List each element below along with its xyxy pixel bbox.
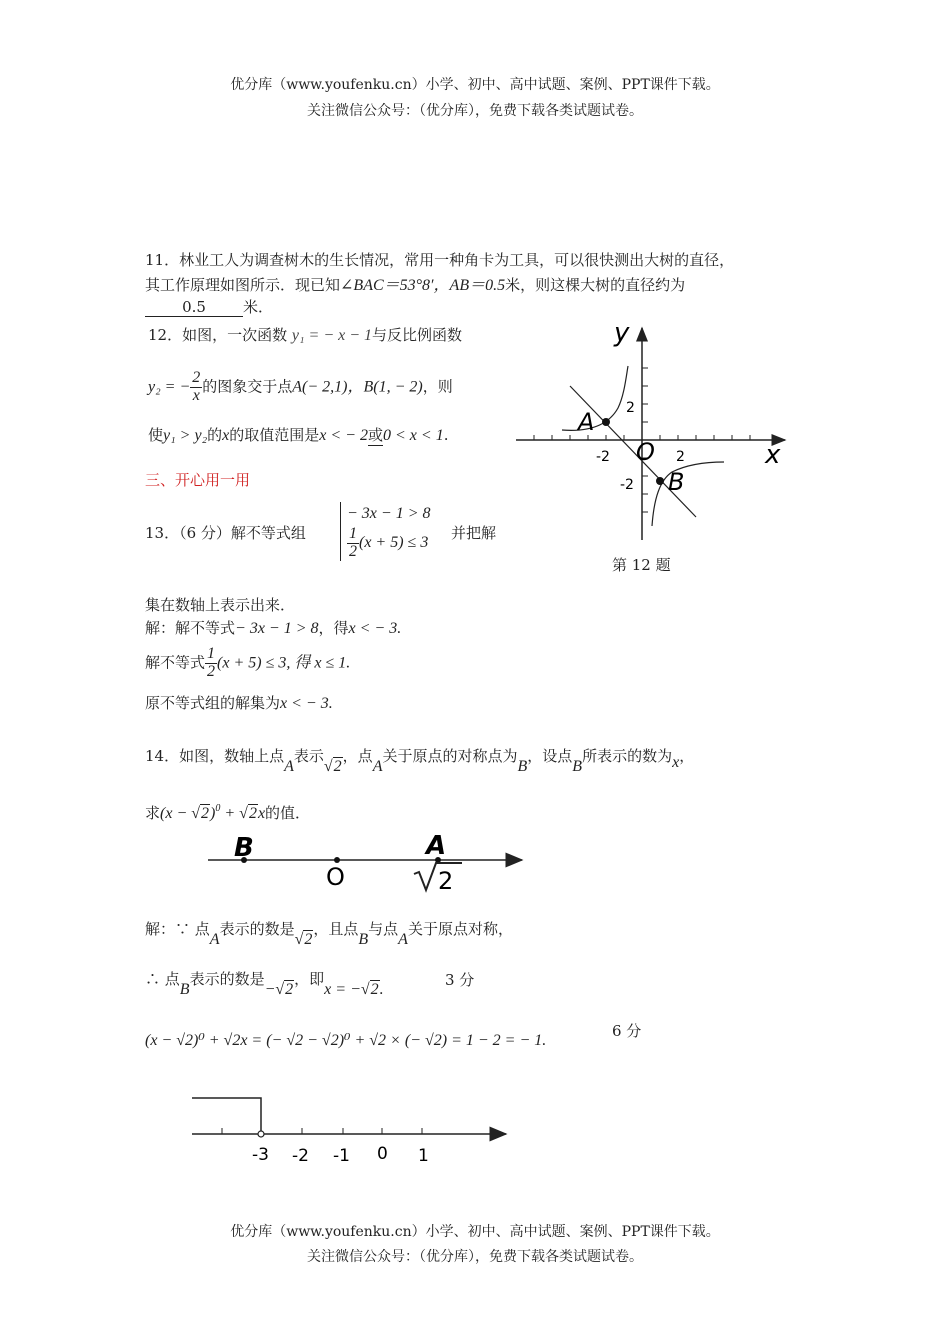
q12-condition: y₁ > y₂ (163, 427, 208, 444)
q12-answer-1: x < − 2 (319, 427, 368, 444)
q14-text-5: ，设点 (527, 747, 573, 765)
q13-sol-1-d: x < − 3. (348, 620, 402, 637)
q12-line-1 (148, 324, 462, 345)
q14-sol-2-b: 表示的数是 (189, 970, 265, 988)
q12-text-5: 使 (148, 426, 164, 444)
point-b (656, 477, 664, 485)
q13-ineq-2-rest: (x + 5) ≤ 3 (359, 533, 429, 551)
q14-text-3: ，点 (342, 747, 373, 765)
q14-line-2 (145, 802, 310, 823)
q12-end: . (443, 426, 449, 444)
header-line-2: 关注微信公众号：（优分库），免费下载各类试题试卷。 (307, 103, 643, 119)
q14-req-expr-b: ) (210, 805, 216, 822)
q13-sol-2-a: 解不等式 (145, 653, 206, 672)
q13-ticks (222, 1128, 422, 1134)
q14-sol-1-b-pt: B (358, 931, 369, 948)
q14-req-exp: 0 (215, 803, 221, 814)
q14-sol-1-a-pt-2: A (398, 931, 408, 948)
q14-sqrt-1: √2 (323, 758, 342, 775)
q12-caption: 第 12 题 (612, 556, 671, 574)
q13-sol-2-frac (205, 646, 217, 681)
q14-sol-1-c: ，且点 (313, 920, 359, 938)
q14-text-4: 关于原点的对称点为 (382, 747, 518, 765)
q14-sol-2-e: x = − (324, 981, 361, 998)
tick-label-x-neg: -2 (596, 449, 610, 465)
x-axis-label: x (765, 440, 781, 470)
q13-sol-3-a: 原不等式组的解集为 (145, 694, 281, 712)
point-a-label: A (578, 408, 595, 436)
q14-sol-2-minus: − (264, 981, 276, 998)
q14-sol-2-f: . (379, 981, 384, 998)
q14-sol-1-sqrt-rad: 2 (304, 931, 313, 948)
q13-ineq-2-num: 1 (349, 525, 357, 542)
q14-req-expr-a: (x − (160, 805, 192, 822)
q13-ineq-1: − 3x − 1 > 8 (347, 505, 431, 522)
q12-line-2 (148, 370, 453, 405)
q12-or: 或 (367, 426, 383, 444)
q13-ineq-2-den: 2 (349, 542, 357, 560)
q14-sol-1-a-pt: A (209, 931, 220, 948)
q14-sol-1-sqrt: √2 (294, 931, 313, 948)
q14-sol-2-d: ，即 (294, 970, 325, 988)
q13-sol-2-b: (x + 5) ≤ 3, 得 x ≤ 1. (217, 654, 351, 672)
q12-answer-2: 0 < x < 1 (383, 427, 444, 444)
q14-point-a-1: A (284, 758, 294, 775)
q11-unit: 米． (243, 298, 274, 316)
q11-text-b: 米，则这棵大树的直径约为 (505, 276, 686, 294)
footer-line-1: 优分库（www.youfenku.cn）小学、初中、高中试题、案例、PPT课件下载。 (230, 1224, 720, 1240)
q14-req-plus: + (220, 805, 240, 822)
q13-solution-2 (145, 646, 350, 681)
q14-sol-1-a: 解：∵ 点 (145, 920, 210, 938)
q14-sol-2-sqrt-2-rad: 2 (370, 981, 379, 998)
origin-label: O (636, 438, 655, 466)
q13-line-2: 集在数轴上表示出来． (145, 596, 296, 614)
q14-req-sqrt-2: √2 (239, 805, 257, 822)
q14-line-1 (145, 745, 694, 776)
q11-text-a: 其工作原理如图所示．现已知 (145, 276, 341, 294)
q12-y1: y₁ = − x − 1 (291, 327, 373, 344)
q14-sol-2-sqrt-2: √2 (360, 981, 379, 998)
q14-sol-1-b: 表示的数是 (219, 920, 295, 938)
header-line-1: 优分库（www.youfenku.cn）小学、初中、高中试题、案例、PPT课件下载。 (230, 77, 720, 93)
tick-label-x-pos: 2 (676, 449, 685, 465)
q14-sol-2-b-pt: B (179, 981, 190, 998)
q13-sol-1-a: 解：解不等式 (145, 619, 236, 637)
q11-line-3 (145, 296, 273, 317)
q14-solution-1 (145, 918, 513, 949)
number-line-label-b: B (234, 833, 254, 863)
q12-text-6: 的 (207, 426, 223, 444)
q12-text-2: 与反比例函数 (372, 326, 463, 344)
q14-solution-2 (145, 968, 384, 999)
open-circle-minus-3 (258, 1131, 264, 1137)
q11-line-2 (145, 272, 685, 295)
q14-req-a: 求 (145, 804, 161, 822)
q14-number-line (200, 830, 540, 896)
y-axis-label: y (614, 318, 630, 348)
q13-number-line (188, 1090, 518, 1170)
q13-brace (340, 502, 431, 561)
q12-graph (510, 318, 800, 590)
q12-text-1: 12．如图，一次函数 (148, 326, 288, 344)
q14-point-b-2: B (572, 758, 583, 775)
q12-text-7: 的取值范围是 (229, 426, 320, 444)
footer-line-2: 关注微信公众号：（优分库），免费下载各类试题试卷。 (307, 1249, 643, 1265)
q14-req-sqrt-2-rad: 2 (248, 805, 257, 822)
q14-req-b: 的值． (265, 804, 311, 822)
q13-ineq-2 (347, 526, 431, 561)
q12-var: x (222, 427, 230, 444)
q14-text-2: 表示 (293, 747, 324, 765)
hyperbola-branch-upper-left (562, 366, 628, 430)
point-a (602, 418, 610, 426)
q13-solution-3 (145, 692, 333, 713)
number-line-label-a: A (426, 831, 447, 861)
q13-sol-1-c: ，得 (318, 619, 349, 637)
q11-line-1: 11．林业工人为调查树木的生长情况，常用一种角卡为工具，可以很快测出大树的直径， (145, 251, 735, 269)
tick-label-y-pos: 2 (626, 400, 635, 416)
tick-label-minus-3: -3 (252, 1145, 269, 1165)
q13-solution-1 (145, 617, 401, 638)
q11-angle: ∠BAC＝53°8′，AB＝0.5 (340, 277, 506, 294)
q12-line-3 (148, 424, 448, 446)
q14-sol-1-d: 与点 (368, 920, 399, 938)
q14-sol-1-e: 关于原点对称， (407, 920, 513, 938)
tick-label-1: 1 (418, 1146, 429, 1166)
q13-sol-3-b: x < − 3. (280, 695, 333, 712)
q14-req-x: x (257, 805, 266, 822)
number-line-label-o: O (326, 863, 345, 891)
number-line-sqrt-rad: 2 (438, 867, 454, 895)
q13-sol-2-den: 2 (207, 662, 216, 680)
q12-y2-den: x (192, 386, 200, 404)
tick-label-0: 0 (377, 1144, 388, 1164)
q13-ineq-2-frac (347, 526, 359, 561)
q14-sol-2-sqrt-rad: 2 (285, 981, 294, 998)
q14-point-b-1: B (517, 758, 528, 775)
number-line-sqrt (414, 863, 462, 895)
q12-y2-num: 2 (192, 369, 201, 386)
solution-bracket (192, 1098, 261, 1134)
hyperbola-branch-lower-right (652, 462, 724, 526)
q14-req-sqrt: √2 (191, 805, 210, 822)
q14-score-6: 6 分 (612, 1022, 642, 1040)
q14-sol-2-sqrt: √2 (275, 981, 294, 998)
q14-text-1: 14．如图，数轴上点 (145, 747, 285, 765)
q12-text-3: 的图象交于点 (202, 377, 293, 396)
q14-final: (x − √2)⁰ + √2x = (− √2 − √2)⁰ + √2 × (− √2) = 1 − 2 = − 1. (145, 1032, 547, 1049)
q13-system (340, 502, 431, 561)
q13-sol-1-b: − 3x − 1 > 8 (235, 620, 319, 637)
q14-sol-2-a: ∴ 点 (145, 970, 180, 988)
tick-label-minus-1: -1 (333, 1146, 350, 1166)
tick-label-y-neg: -2 (620, 477, 634, 493)
q14-score-3: 3 分 (445, 971, 475, 989)
point-b-label: B (668, 468, 685, 496)
q14-sqrt-1-rad: 2 (333, 758, 342, 775)
q14-text-6: 所表示的数为 (582, 747, 673, 765)
section-3-title: 三、开心用一用 (145, 471, 251, 489)
q14-x: x (672, 754, 680, 771)
tick-label-minus-2: -2 (292, 1146, 309, 1166)
q14-text-7: ， (679, 747, 695, 765)
q13-suffix: 并把解 (451, 524, 497, 542)
q13-prefix: 13．（6 分）解不等式组 (145, 524, 306, 542)
q12-points: A(− 2,1)，B(1, − 2) (292, 378, 423, 396)
q12-text-4: ，则 (422, 377, 453, 396)
q12-y2: y₂ = − (148, 378, 191, 396)
q12-y2-fraction (190, 370, 202, 405)
q13-sol-2-num: 1 (207, 645, 216, 662)
q14-point-a-2: A (372, 758, 383, 775)
q11-answer: 0.5 (145, 298, 243, 317)
q14-req-sqrt-rad: 2 (201, 805, 210, 822)
